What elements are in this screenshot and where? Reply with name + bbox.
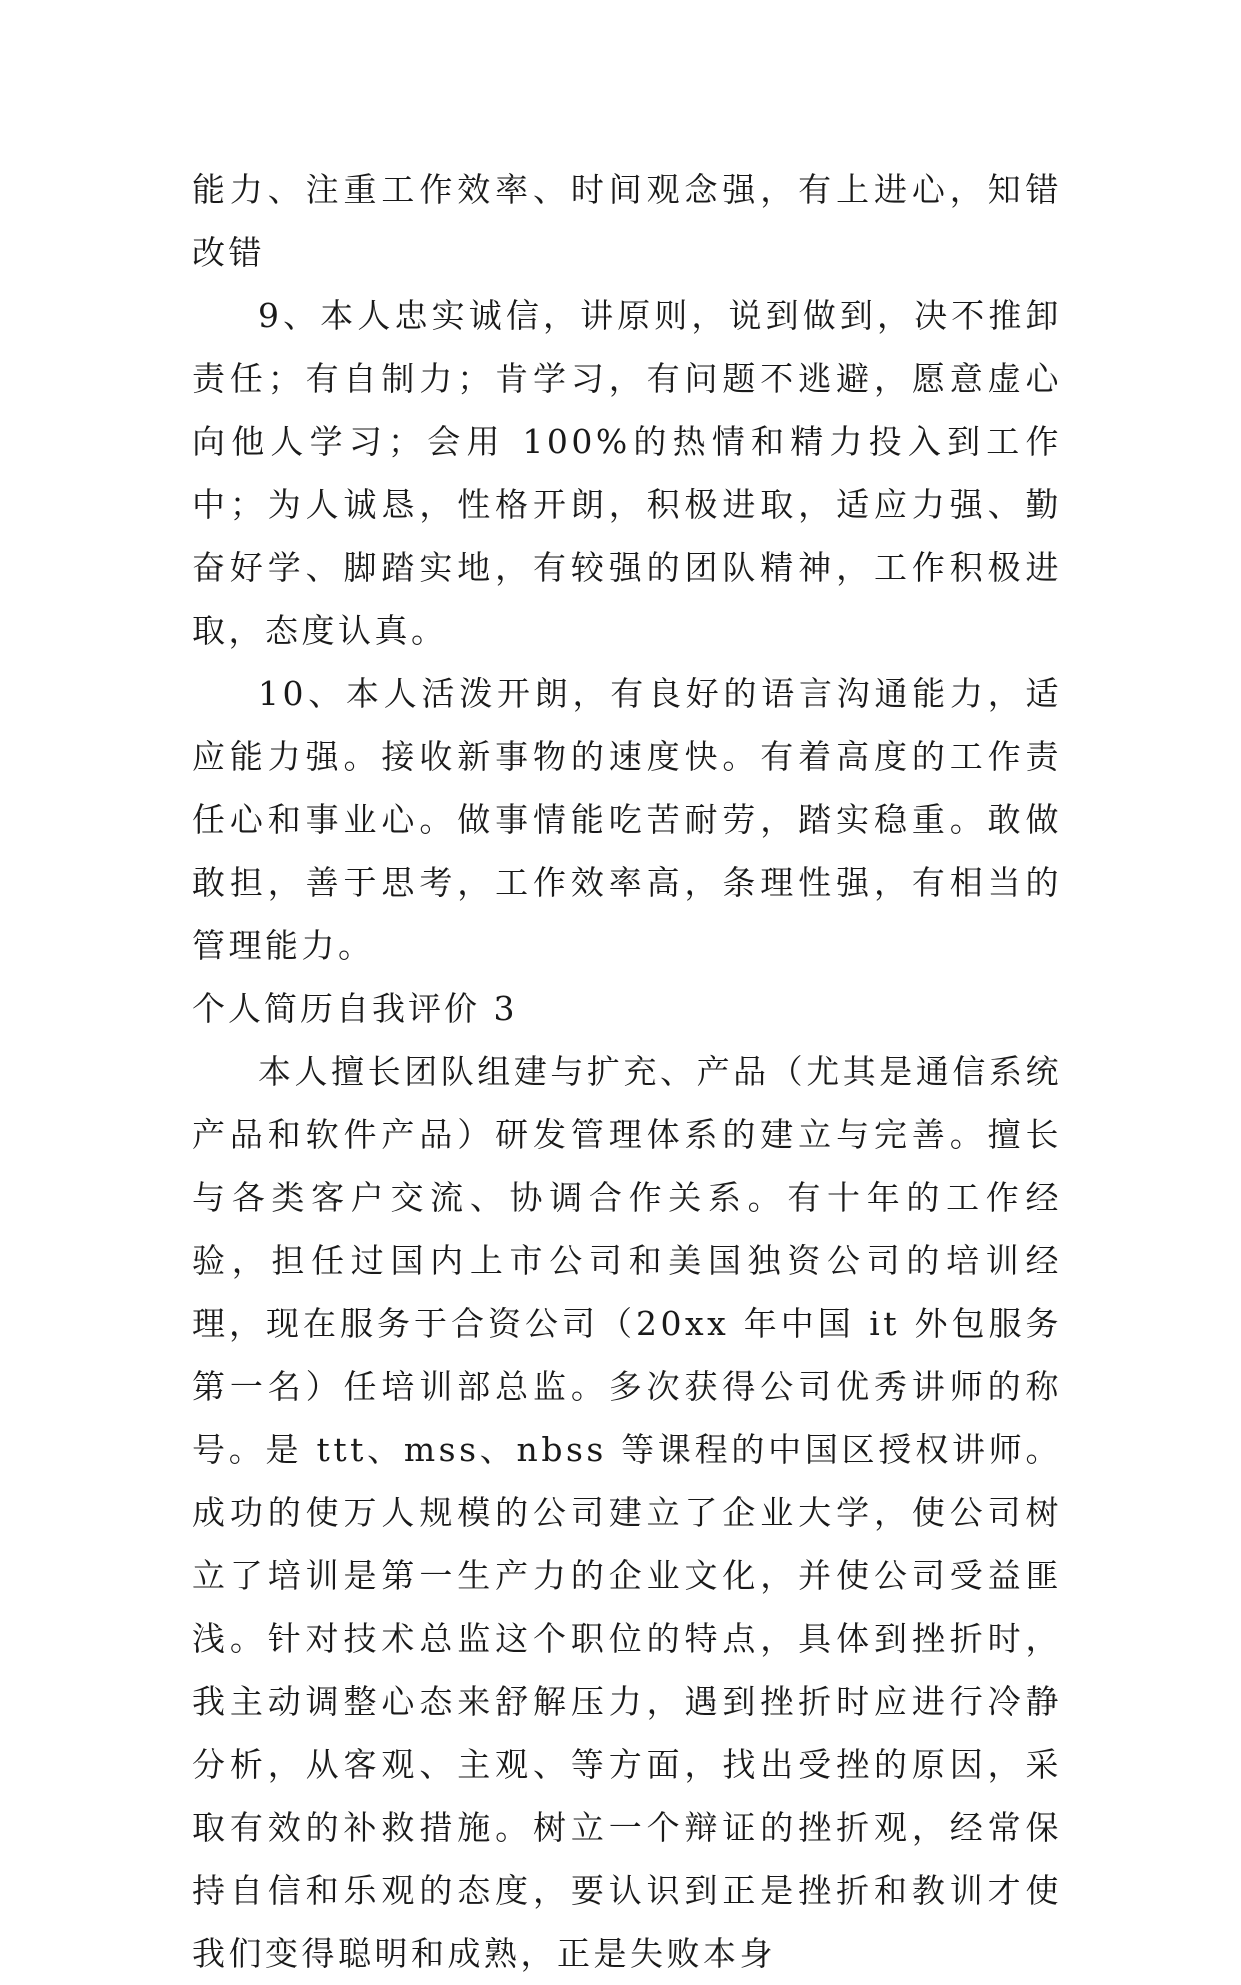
paragraph-continuation: 能力、注重工作效率、时间观念强，有上进心，知错改错: [192, 170, 1062, 272]
section-heading: 个人简历自我评价 3: [192, 989, 518, 1028]
paragraph-section-3: 本人擅长团队组建与扩充、产品（尤其是通信系统产品和软件产品）研发管理体系的建立与完善。擅长与各类客户交流、协调合作关系。有十年的工作经验，担任过国内上市公司和美国独资公司的培训经理，现在服务于合资公司（20xx 年中国 it 外包服务第一名）任培训部总监。多次获得公司优秀讲师的称号。是 ttt、mss、nbss 等课程的中国区授权讲师。成功的使万人规模的公司建立了企业大学，使公司树立了培训是第一生产力的企业文化，并使公司受益匪浅。针对技术总监这个职位的特点，具体到挫折时，我主动调整心态来舒解压力，遇到挫折时应进行冷静分析，从客观、主观、等方面，找出受挫的原因，采取有效的补救措施。树立一个辩证的挫折观，经常保持自信和乐观的态度，要认识到正是挫折和教训才使我们变得聪明和成熟，正是失败本身: [192, 1052, 1062, 1973]
paragraph-item-9: 9、本人忠实诚信，讲原则，说到做到，决不推卸责任；有自制力；肯学习，有问题不逃避，愿意虚心向他人学习；会用 100%的热情和精力投入到工作中；为人诚恳，性格开朗，积极进取，适应力强、勤奋好学、脚踏实地，有较强的团队精神，工作积极进取，态度认真。: [192, 296, 1062, 650]
document-body: [192, 158, 1062, 1985]
paragraph-item-10: 10、本人活泼开朗，有良好的语言沟通能力，适应能力强。接收新事物的速度快。有着高度的工作责任心和事业心。做事情能吃苦耐劳，踏实稳重。敢做敢担，善于思考，工作效率高，条理性强，有相当的管理能力。: [192, 674, 1062, 965]
